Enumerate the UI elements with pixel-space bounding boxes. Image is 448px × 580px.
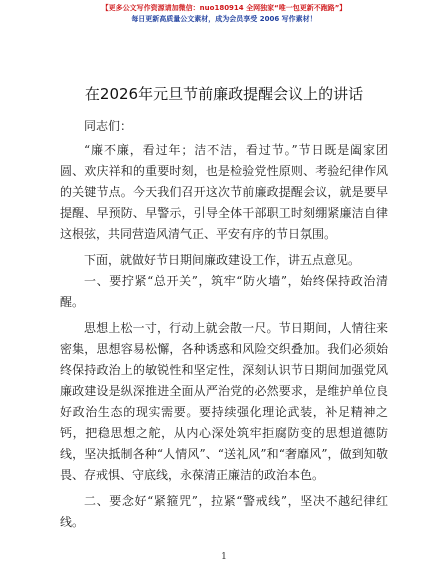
promo-banner xyxy=(0,3,448,25)
page-number: 1 xyxy=(221,552,227,562)
paragraph-overview: 下面，就做好节日期间廉政建设工作，讲五点意见。 xyxy=(84,253,361,267)
section-heading-2: 二、要念好“紧箍咒”，拉紧“警戒线”，坚决不越纪律红线。 xyxy=(60,494,388,529)
promo-banner-line-1: 【更多公文写作资源请加微信：nuo180914 全网独家“唯一包更新不跑路”】 xyxy=(101,4,347,12)
promo-banner-line-2: 每日更新高质量公文素材，成为会员享受 2006 写作素材！ xyxy=(131,15,317,23)
paragraph-section-1: 思想上松一寸，行动上就会散一尺。节日期间，人情往来密集，思想容易松懈，各种诱惑和风险交织叠加。我们必须始终保持政治上的敏锐性和坚定性，深刻认识节日期间加强党风廉政建设是纵深推进全面从严治党的必然要求，是维护单位良好政治生态的现实需要。要持续强化理论武装，补足精神之钙，把稳思想之舵，从内心深处筑牢拒腐防变的思想道德防线，坚决抵制各种“人情风”、“送礼风”和“奢靡风”，做到知敬畏、存戒惧、守底线，永葆清正廉洁的政治本色。 xyxy=(60,321,388,482)
paragraph-intro: “廉不廉，看过年；洁不洁，看过节。”节日既是阖家团圆、欢庆祥和的重要时刻，也是检验党性原则、考验纪律作风的关键节点。今天我们召开这次节前廉政提醒会议，就是要早提醒、早预防、早警示，引导全体干部职工时刻绷紧廉洁自律这根弦，共同营造风清气正、平安有序的节日氛围。 xyxy=(60,143,388,241)
salutation: 同志们： xyxy=(84,119,133,133)
document-body xyxy=(60,116,388,533)
document-title: 在2026年元旦节前廉政提醒会议上的讲话 xyxy=(84,85,364,103)
section-heading-1: 一、要拧紧“总开关”，筑牢“防火墙”，始终保持政治清醒。 xyxy=(60,274,388,309)
